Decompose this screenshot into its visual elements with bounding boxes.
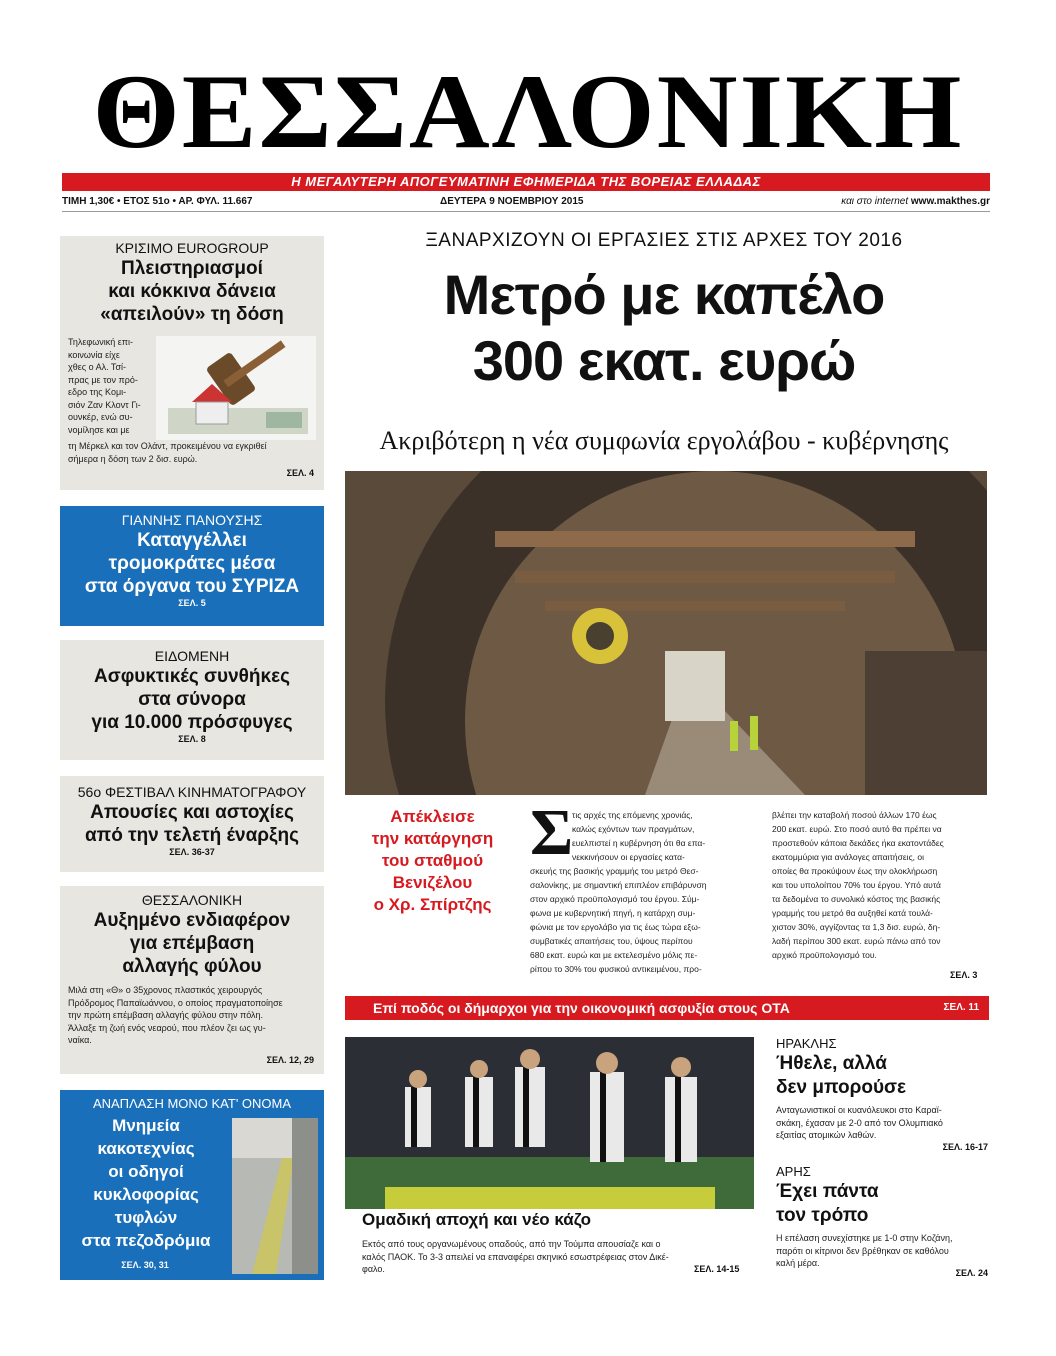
story-iraklis[interactable] bbox=[776, 1036, 988, 1152]
sidebar-story-eurogroup[interactable] bbox=[60, 236, 324, 490]
red-bar-page: ΣΕΛ. 11 bbox=[943, 1002, 979, 1013]
gavel-house-photo bbox=[156, 336, 316, 440]
story-kicker: ΑΝΑΠΛΑΣΗ ΜΟΝΟ ΚΑΤ' ΟΝΟΜΑ bbox=[92, 1096, 292, 1111]
sidewalk-photo bbox=[232, 1118, 318, 1274]
page-ref: ΣΕΛ. 36-37 bbox=[169, 847, 215, 857]
story-kicker: ΗΡΑΚΛΗΣ bbox=[776, 1036, 837, 1051]
lead-column-2: βλέπει την καταβολή ποσού άλλων 170 έως 200 εκατ. ευρώ. Στο ποσό αυτό θα πρέπει να προστεθούν κάποια δεκάδες ήκα εκατοντάδες εκατομμύρια για ανάλογες απαιτήσεις, οι οποίες θα προκύψουν έως την ολοκλήρωση και του υπολοίπου 70% του έργου. Υπό αυτά τα δεδομένα το συνολικό κόστος της βασικής γραμμής του μετρό θα αυξηθεί κατά τουλά- χιστον 30%, αγγίζοντας τα 1,3 δισ. ευρώ, δη- λαδή περίπου 300 εκατ. ευρώ πάνω από τον αρχικό προϋπολογισμό του. bbox=[772, 810, 944, 960]
story-body-cont: τη Μέρκελ και τον Ολάντ, προκειμένου να εγκριθεί σήμερα η δόση των 2 δισ. ευρώ. bbox=[68, 441, 267, 464]
website-line bbox=[841, 196, 990, 208]
story-headline: Μνημεία κακοτεχνίας οι οδηγοί κυκλοφορίας τυφλών στα πεζοδρόμια bbox=[81, 1116, 211, 1250]
red-bar-text: Επί ποδός οι δήμαρχοι για την οικονομική ασφυξία στους ΟΤΑ bbox=[373, 1000, 790, 1016]
sport-body: Εκτός από τους οργανωμένους οπαδούς, από την Τούμπα απουσίαζε και ο καλός ΠΑΟΚ. Το 3-3 απειλεί να επαναφέρει σκηνικό εσωστρέφειας στον Δικέ- φαλο. bbox=[362, 1239, 669, 1274]
story-headline: Αυξημένο ενδιαφέρον για επέμβαση αλλαγής φύλου bbox=[93, 910, 291, 977]
page-ref: ΣΕΛ. 5 bbox=[178, 598, 206, 608]
story-kicker: ΘΕΣΣΑΛΟΝΙΚΗ bbox=[141, 892, 243, 908]
story-headline: Έχει πάντα τον τρόπο bbox=[776, 1181, 879, 1226]
story-aris[interactable] bbox=[776, 1164, 988, 1278]
lead-column-1: τις αρχές της επόμενης χρονιάς, καλώς εχόντων των πραγμάτων, ευελπιστεί η κυβέρνηση ότι θα επα- νεκκινήσουν οι εργασίες κατα- σκευής της βασικής γραμμής του μετρό Θεσ- σαλονίκης, με σημαντική επιπλέον επιβάρυνση στον αρχικό προϋπολογισμό του έργου. Σύμ- φωνα με κυβερνητική πηγή, η κατάρχη συμ- φώνια με τον εργολάβο για τις έως τώρα εξω- συμβατικές απαιτήσεις του, ύψους περίπου 680 εκατ. ευρώ και με εκτελεσμένο μόλις πε- ρίπου το 30% του φυσικού αντικειμένου, προ- bbox=[530, 810, 707, 974]
paok-players-photo bbox=[345, 1037, 754, 1209]
page-ref: ΣΕΛ. 24 bbox=[955, 1268, 988, 1278]
story-body: Μιλά στη «Θ» ο 35χρονος πλαστικός χειρουργός Πρόδρομος Παπαϊωάννου, ο οποίος πραγματοποίησε την πρώτη επέμβαση αλλαγής φύλου στην πόλη. Άλλαξε τη ζωή ενός νεαρού, που πλέον ζει ως γυ- ναίκα. bbox=[68, 985, 283, 1045]
page-ref: ΣΕΛ. 30, 31 bbox=[121, 1260, 169, 1270]
page-ref: ΣΕΛ. 12, 29 bbox=[266, 1055, 314, 1065]
lead-subhead: Ακριβότερη η νέα συμφωνία εργολάβου - κυβέρνησης bbox=[379, 426, 949, 455]
site-url[interactable]: www.makthes.gr bbox=[910, 196, 990, 207]
story-headline: Ασφυκτικές συνθήκες στα σύνορα για 10.000 πρόσφυγες bbox=[91, 666, 293, 733]
sidebar-story-thessaloniki[interactable] bbox=[60, 886, 324, 1074]
story-body: Η επέλαση συνεχίστηκε με 1-0 στην Κοζάνη, παρότι οι κίτρινοι δεν βρέθηκαν σε καθόλου καλή μέρα. bbox=[776, 1233, 953, 1268]
story-headline: Απουσίες και αστοχίες από την τελετή έναρξης bbox=[84, 802, 299, 846]
lead-red-headline: Απέκλεισε την κατάργηση του σταθμού Βενιζέλου ο Χρ. Σπίρτζης bbox=[371, 807, 494, 914]
lead-kicker: ΞΑΝΑΡΧΙΖΟΥΝ ΟΙ ΕΡΓΑΣΙΕΣ ΣΤΙΣ ΑΡΧΕΣ ΤΟΥ 2016 bbox=[425, 230, 903, 251]
sport-page-ref: ΣΕΛ. 14-15 bbox=[694, 1264, 740, 1274]
header-rule bbox=[62, 211, 990, 212]
price-info: ΤΙΜΗ 1,30€ • ΕΤΟΣ 51ο • ΑΡ. ΦΥΛ. 11.667 bbox=[62, 196, 253, 207]
red-news-bar[interactable] bbox=[345, 996, 989, 1020]
story-kicker: 56ο ΦΕΣΤΙΒΑΛ ΚΙΝΗΜΑΤΟΓΡΑΦΟΥ bbox=[77, 784, 307, 800]
tagline: Η ΜΕΓΑΛΥΤΕΡΗ ΑΠΟΓΕΥΜΑΤΙΝΗ ΕΦΗΜΕΡΙΔΑ ΤΗΣ ΒΟΡΕΙΑΣ ΕΛΛΑΔΑΣ bbox=[62, 173, 990, 191]
story-headline: Πλειστηριασμοί και κόκκινα δάνεια «απειλούν» τη δόση bbox=[100, 258, 284, 325]
drop-cap: Σ bbox=[530, 796, 574, 869]
sidebar-story-festival[interactable] bbox=[60, 776, 324, 872]
sport-headline[interactable]: Ομαδική αποχή και νέο κάζο bbox=[362, 1210, 592, 1229]
story-headline: Ήθελε, αλλά δεν μπορούσε bbox=[776, 1053, 907, 1098]
sidebar-story-panousis[interactable] bbox=[60, 506, 324, 626]
sidebar-story-sidewalks[interactable] bbox=[60, 1090, 324, 1280]
sidebar-story-eidomeni[interactable] bbox=[60, 640, 324, 760]
masthead-logo: ΘΕΣΣΑΛΟΝΙΚΗ bbox=[92, 53, 964, 171]
lead-page-ref: ΣΕΛ. 3 bbox=[950, 970, 978, 980]
story-headline: Καταγγέλλει τρομοκράτες μέσα στα όργανα του ΣΥΡΙΖΑ bbox=[84, 530, 300, 597]
page-ref: ΣΕΛ. 8 bbox=[178, 734, 206, 744]
page-ref: ΣΕΛ. 4 bbox=[286, 468, 314, 478]
story-body: Τηλεφωνική επι- κοινωνία είχε χθες ο Αλ. Τσί- πρας με τον πρό- εδρο της Κομι- σιόν Ζαν Κλοντ Γι- ουνκέρ, ενώ συ- νομίλησε και με bbox=[68, 337, 141, 435]
story-kicker: ΓΙΑΝΝΗΣ ΠΑΝΟΥΣΗΣ bbox=[121, 512, 263, 528]
metro-tunnel-photo bbox=[345, 471, 987, 795]
site-prefix: και στο internet bbox=[841, 196, 909, 207]
issue-date: ΔΕΥΤΕΡΑ 9 ΝΟΕΜΒΡΙΟΥ 2015 bbox=[440, 196, 584, 207]
story-kicker: ΕΙΔΟΜΕΝΗ bbox=[154, 648, 230, 664]
story-kicker: ΑΡΗΣ bbox=[776, 1164, 811, 1179]
lead-headline[interactable]: Μετρό με καπέλο 300 εκατ. ευρώ bbox=[443, 263, 885, 392]
story-body: Ανταγωνιστικοί οι κυανόλευκοι στο Καραϊ- σκάκη, έχασαν με 2-0 από τον Ολυμπιακό εξαιτίας ατομικών λαθών. bbox=[776, 1105, 943, 1140]
story-kicker: ΚΡΙΣΙΜΟ EUROGROUP bbox=[115, 240, 269, 256]
page-ref: ΣΕΛ. 16-17 bbox=[942, 1142, 988, 1152]
